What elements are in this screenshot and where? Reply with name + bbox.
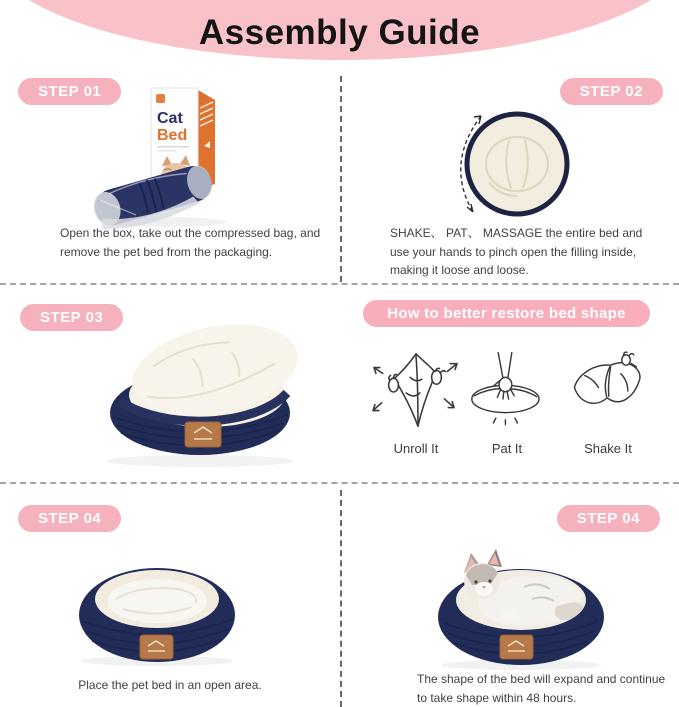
- howto-banner: How to better restore bed shape: [363, 300, 650, 327]
- step-04-left-badge: STEP 04: [18, 505, 121, 532]
- step-02-caption: SHAKE、 PAT、 MASSAGE the entire bed and use your hands to pinch open the filling inside, making it loose and loose.: [390, 226, 643, 277]
- howto-item-shake: [558, 348, 658, 456]
- round-bed-illustration: [68, 553, 246, 669]
- box-and-compressed-bag-illustration: [92, 78, 252, 230]
- howto-label-shake: Shake It: [584, 441, 632, 456]
- step-04-left-caption: Place the pet bed in an open area.: [78, 678, 262, 692]
- step-04-right-badge: STEP 04: [557, 505, 660, 532]
- cat-in-bed-illustration: [428, 543, 614, 673]
- brand-tag: [185, 422, 221, 447]
- howto-item-unroll: [366, 348, 466, 456]
- step-01-caption: Open the box, take out the compressed bag, and remove the pet bed from the packaging.: [60, 226, 321, 259]
- unroll-bed-icon: [367, 348, 465, 434]
- box-label-cat: Cat: [157, 110, 183, 127]
- step-02-badge: STEP 02: [560, 78, 663, 105]
- howto-label-pat: Pat It: [491, 441, 523, 456]
- box-label-bed: Bed: [157, 127, 188, 144]
- step-01-badge: STEP 01: [18, 78, 121, 105]
- step-04-right-caption: The shape of the bed will expand and continue to take shape within 48 hours.: [417, 672, 666, 705]
- howto-item-pat: [462, 348, 552, 456]
- divider-vertical-top: [340, 76, 342, 282]
- brand-tag: [140, 635, 173, 659]
- divider-horizontal-2: [0, 482, 679, 484]
- bed-with-lifted-cushion-illustration: [95, 325, 305, 477]
- bed-top-view-illustration: [437, 98, 574, 233]
- step-03-badge: STEP 03: [20, 304, 123, 331]
- howto-label-unroll: Unroll It: [393, 441, 439, 456]
- divider-horizontal-1: [0, 283, 679, 285]
- page-title: Assembly Guide: [198, 13, 481, 52]
- pat-bed-icon: [463, 348, 551, 434]
- brand-tag: [500, 635, 533, 659]
- shake-bed-icon: [560, 348, 656, 434]
- divider-vertical-bottom: [340, 490, 342, 707]
